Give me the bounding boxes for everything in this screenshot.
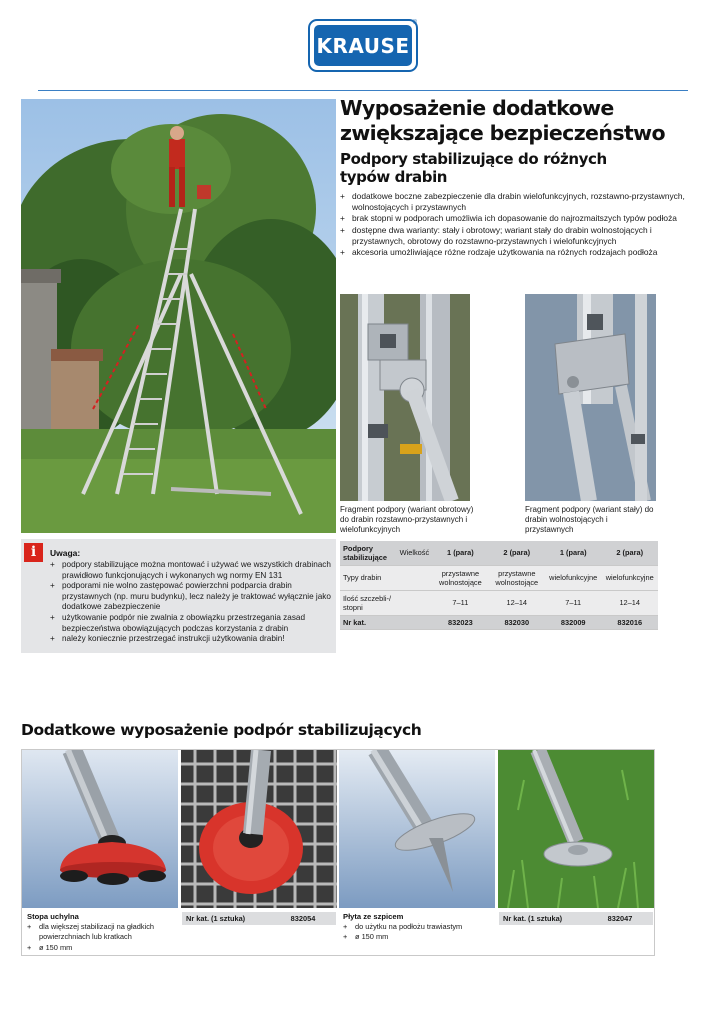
accessory-features xyxy=(27,922,177,953)
accessory-catalog-row xyxy=(499,912,653,925)
spec-cell: Nr kat. xyxy=(340,615,397,629)
accessory-catalog-row xyxy=(182,912,336,925)
catalog-label: Nr kat. (1 sztuka) xyxy=(186,914,246,923)
info-icon: i xyxy=(24,543,43,562)
page-title-line-1: Wyposażenie dodatkowe xyxy=(340,96,614,120)
page-subtitle-line-1: Podpory stabilizujące do różnych xyxy=(340,150,607,168)
spec-cell: 7–11 xyxy=(432,590,488,615)
feature-item: + brak stopni w podporach umożliwia ich dopasowanie do najrozmaitszych typów podłoża xyxy=(340,213,700,224)
spec-header-cell: 1 (para) xyxy=(545,541,601,565)
spec-table-header xyxy=(340,541,658,565)
spec-cell: 832023 xyxy=(432,615,488,629)
accessory-feature: + do użytku na podłożu trawiastym xyxy=(343,922,493,932)
spec-cell: Ilość szczebli-/ stopni xyxy=(340,590,397,615)
note-item: + użytkowanie podpór nie zwalnia z obowiązku przestrzegania zasad bezpieczeństwa obowiązujących podczas korzystania z drabin xyxy=(50,613,332,634)
accessory-name: Płyta ze szpicem xyxy=(343,912,404,921)
feature-list xyxy=(340,191,700,258)
spec-header-cell: 1 (para) xyxy=(432,541,488,565)
accessory-name: Stopa uchylna xyxy=(27,912,79,921)
spec-table-catalog-row xyxy=(340,615,658,629)
page-subtitle-line-2: typów drabin xyxy=(340,168,448,186)
page-title xyxy=(340,96,710,146)
spike-plate-lawn-photo xyxy=(498,750,654,908)
page-subtitle xyxy=(340,150,700,186)
spec-header-cell: 2 (para) xyxy=(489,541,545,565)
accessory-features xyxy=(343,922,493,943)
feature-item: + dodatkowe boczne zabezpieczenie dla drabin wielofunkcyjnych, rozstawno-przystawnych, wolnostojących i przystawnych xyxy=(340,191,700,213)
spec-cell: 832030 xyxy=(489,615,545,629)
krause-logo xyxy=(308,19,418,72)
spec-cell: wielofunkcyjne xyxy=(601,565,658,590)
table-row xyxy=(340,565,658,590)
feature-item: + dostępne dwa warianty: stały i obrotowy; wariant stały do drabin wolnostojących i przystawnych, obrotowy do rozstawno-przystawnych i wielofunkcyjnych xyxy=(340,225,700,247)
spec-header-cell: Wielkość xyxy=(397,541,433,565)
catalog-number: 832047 xyxy=(607,914,633,923)
spec-header-cell: 2 (para) xyxy=(601,541,658,565)
spec-cell xyxy=(397,565,433,590)
spec-cell xyxy=(397,590,433,615)
accessories-heading: Dodatkowe wyposażenie podpór stabilizujących xyxy=(21,721,422,739)
note-item: + podpory stabilizujące można montować i używać we wszystkich drabinach prawidłowo funkcjonujących i wykonanych wg normy EN 131 xyxy=(50,560,332,581)
ladder-hero-photo xyxy=(21,99,336,533)
catalog-label: Nr kat. (1 sztuka) xyxy=(503,914,563,923)
caption-fixed: Fragment podpory (wariant stały) do drabin wolnostojących i przystawnych xyxy=(525,505,654,535)
detail-photo-fixed xyxy=(525,294,656,501)
tilting-foot-grate-photo xyxy=(181,750,337,908)
catalog-number: 832054 xyxy=(290,914,316,923)
spike-plate-photo xyxy=(339,750,495,908)
header-divider xyxy=(38,90,688,91)
spec-cell: przystawne wolnostojące xyxy=(432,565,488,590)
spec-cell: 12–14 xyxy=(489,590,545,615)
detail-photo-rotating xyxy=(340,294,470,501)
note-title: Uwaga: xyxy=(50,548,81,558)
spec-cell: 12–14 xyxy=(601,590,658,615)
page-title-line-2: zwiększające bezpieczeństwo xyxy=(340,121,665,145)
spec-cell: 832009 xyxy=(545,615,601,629)
accessory-feature: + ø 150 mm xyxy=(27,943,177,953)
spec-header-cell: Podpory stabilizujące xyxy=(340,541,397,565)
caption-rotating: Fragment podpory (wariant obrotowy) do drabin rozstawno-przystawnych i wielofunkcyjnych xyxy=(340,505,474,535)
registered-mark: ® xyxy=(412,20,417,26)
spec-cell: 832016 xyxy=(601,615,658,629)
accessory-feature: + ø 150 mm xyxy=(343,932,493,942)
note-list xyxy=(50,560,332,645)
spec-cell: Typy drabin xyxy=(340,565,397,590)
note-item: + podporami nie wolno zastępować powierzchni podparcia drabin przystawnych (np. muru budynku), lecz należy je traktować wyłącznie jako dodatkowe zabezpieczenie xyxy=(50,581,332,613)
spec-table xyxy=(340,541,658,630)
spec-cell: przystawne wolnostojące xyxy=(489,565,545,590)
logo-text: KRAUSE xyxy=(316,33,410,58)
note-item: + należy koniecznie przestrzegać instrukcji użytkowania drabin! xyxy=(50,634,332,645)
spec-cell: 7–11 xyxy=(545,590,601,615)
accessory-feature: + dla większej stabilizacji na gładkich powierzchniach lub kratkach xyxy=(27,922,177,943)
tilting-foot-photo xyxy=(22,750,178,908)
logo-plate xyxy=(314,25,412,66)
spec-cell: wielofunkcyjne xyxy=(545,565,601,590)
spec-cell xyxy=(397,615,433,629)
table-row xyxy=(340,590,658,615)
feature-item: + akcesoria umożliwiające różne rodzaje użytkowania na różnych rodzajach podłoża xyxy=(340,247,700,258)
